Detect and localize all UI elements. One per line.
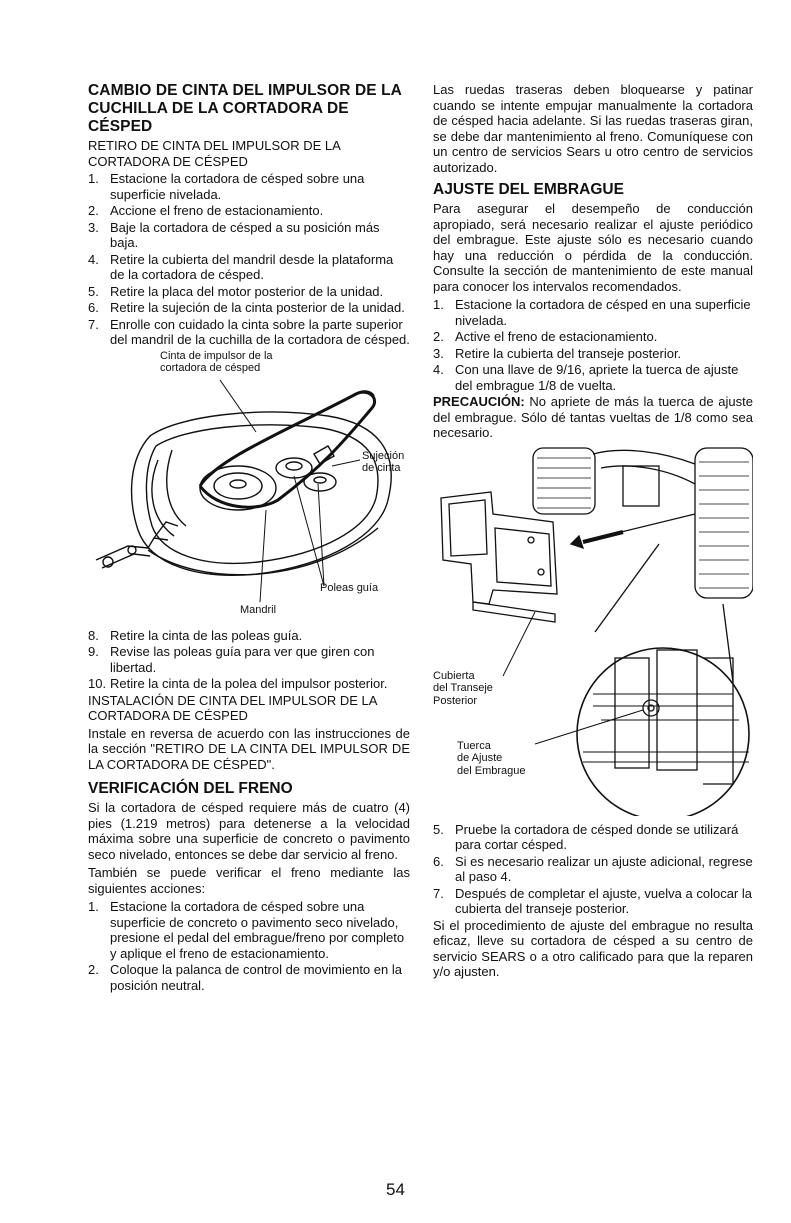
belt-install-subtitle: INSTALACIÓN DE CINTA DEL IMPULSOR DE LA CORTADORA DE CÉSPED — [88, 692, 377, 723]
page-number: 54 — [386, 1180, 405, 1199]
brake-text-1: Si la cortadora de césped requiere más de cuatro (4) pies (1.219 metros) para detenerse a la velocidad máxima sobre una superficie de concreto o pavimento seco nivelado, entonces se debe dar servicio al freno. — [88, 800, 410, 862]
list-item: 1. Estacione la cortadora de césped sobre una superficie nivelada. — [88, 171, 365, 202]
list-item: 1. Estacione la cortadora de césped sobre una superficie de concreto o pavimento seco nivelado, presione el pedal del embrague/freno por completo y aplique el freno de estacionamiento. — [88, 899, 405, 961]
right-column — [433, 82, 753, 983]
belt-section-title: CAMBIO DE CINTA DEL IMPULSOR DE LA CUCHILLA DE LA CORTADORA DE CÉSPED — [88, 82, 402, 135]
list-item: 4. Retire la cubierta del mandril desde la plataforma de la cortadora de césped. — [88, 251, 394, 282]
mower-deck-figure — [88, 350, 410, 622]
list-item: 8. Retire la cinta de las poleas guía. — [88, 627, 303, 643]
list-item: 7. Enrolle con cuidado la cinta sobre la parte superior del mandril de la cuchilla de la cortadora de césped. — [88, 316, 410, 347]
list-item: 7. Después de completar el ajuste, vuelva a colocar la cubierta del transeje posterior. — [433, 885, 752, 916]
brake-steps — [88, 899, 410, 993]
figure-label-idlers: Poleas guía — [320, 581, 379, 594]
list-item: 1. Estacione la cortadora de césped en una superficie nivelada. — [433, 297, 751, 328]
list-item: 5. Pruebe la cortadora de césped donde se utilizará para cortar césped. — [433, 821, 739, 852]
clutch-steps — [433, 297, 753, 393]
list-item: 3. Baje la cortadora de césped a su posición más baja. — [88, 219, 380, 250]
clutch-section-title: AJUSTE DEL EMBRAGUE — [433, 181, 624, 198]
brake-section-title: VERIFICACIÓN DEL FRENO — [88, 780, 293, 797]
figure-label-spindle: Mandril — [240, 603, 277, 616]
list-item: 6. Si es necesario realizar un ajuste adicional, regrese al paso 4. — [433, 853, 753, 884]
brake-intro-text: Las ruedas traseras deben bloquearse y patinar cuando se intente empujar manualmente la cortadora de césped hacia adelante. Si las ruedas traseras giran, se debe dar mantenimiento al freno. Comuníquese con un centro de servicios Sears u otro centro de servicios autorizado. — [433, 82, 753, 175]
list-item: 4. Con una llave de 9/16, apriete la tuerca de ajuste del embrague 1/8 de vuelta. — [433, 362, 739, 393]
figure-label-belt: Cinta de impulsor de la cortadora de césped — [160, 349, 273, 374]
list-item: 3. Retire la cubierta del transeje posterior. — [433, 345, 682, 361]
figure-label-clutch-nut: Tuerca de Ajuste del Embrague — [457, 739, 526, 777]
list-item: 6. Retire la sujeción de la cinta posterior de la unidad. — [88, 300, 405, 315]
list-item: 5. Retire la placa del motor posterior de la unidad. — [88, 283, 384, 299]
clutch-closing-text: Si el procedimiento de ajuste del embrague no resulta eficaz, lleve su cortadora de césped a su centro de servicio SEARS o a otro calificado para que la reparen y/o ajusten. — [433, 917, 753, 979]
caution-text: No apriete de más la tuerca de ajuste del embrague. Sólo dé tantas vueltas de 1/8 como sea necesario. — [433, 394, 753, 440]
belt-removal-subtitle: RETIRO DE CINTA DEL IMPULSOR DE LA CORTADORA DE CÉSPED — [88, 138, 341, 169]
brake-text-2: También se puede verificar el freno mediante las siguientes acciones: — [88, 865, 410, 896]
list-item: 2. Coloque la palanca de control de movimiento en la posición neutral. — [88, 962, 402, 993]
belt-removal-steps — [88, 171, 410, 348]
left-column — [88, 82, 410, 994]
caution-note — [433, 394, 753, 441]
list-item: 9. Revise las poleas guía para ver que giren con libertad. — [88, 644, 375, 675]
list-item: 2. Accione el freno de estacionamiento. — [88, 203, 324, 218]
figure-label-retainer: Sujeción de cinta — [362, 449, 405, 474]
list-item: 2. Active el freno de estacionamiento. — [433, 329, 658, 344]
belt-install-text: Instale en reversa de acuerdo con las instrucciones de la sección "RETIRO DE LA CINTA DEL IMPULSOR DE LA CORTADORA DE CÉSPED". — [88, 725, 410, 772]
transaxle-figure — [433, 444, 753, 816]
belt-removal-steps-continued — [88, 628, 410, 692]
figure-label-transaxle-cover: Cubierta del Transeje Posterior — [433, 669, 493, 707]
list-item: 10. Retire la cinta de la polea del impulsor posterior. — [88, 676, 388, 691]
clutch-text: Para asegurar el desempeño de conducción apropiado, será necesario realizar el ajuste periódico del embrague. Este ajuste sólo es necesario cuando hay una reducción o pérdida de la conducción. Consulte la sección de mantenimiento de este manual para conocer los intervalos recomendados. — [433, 201, 753, 294]
caution-label: PRECAUCIÓN: — [433, 394, 525, 409]
clutch-steps-continued — [433, 822, 753, 917]
